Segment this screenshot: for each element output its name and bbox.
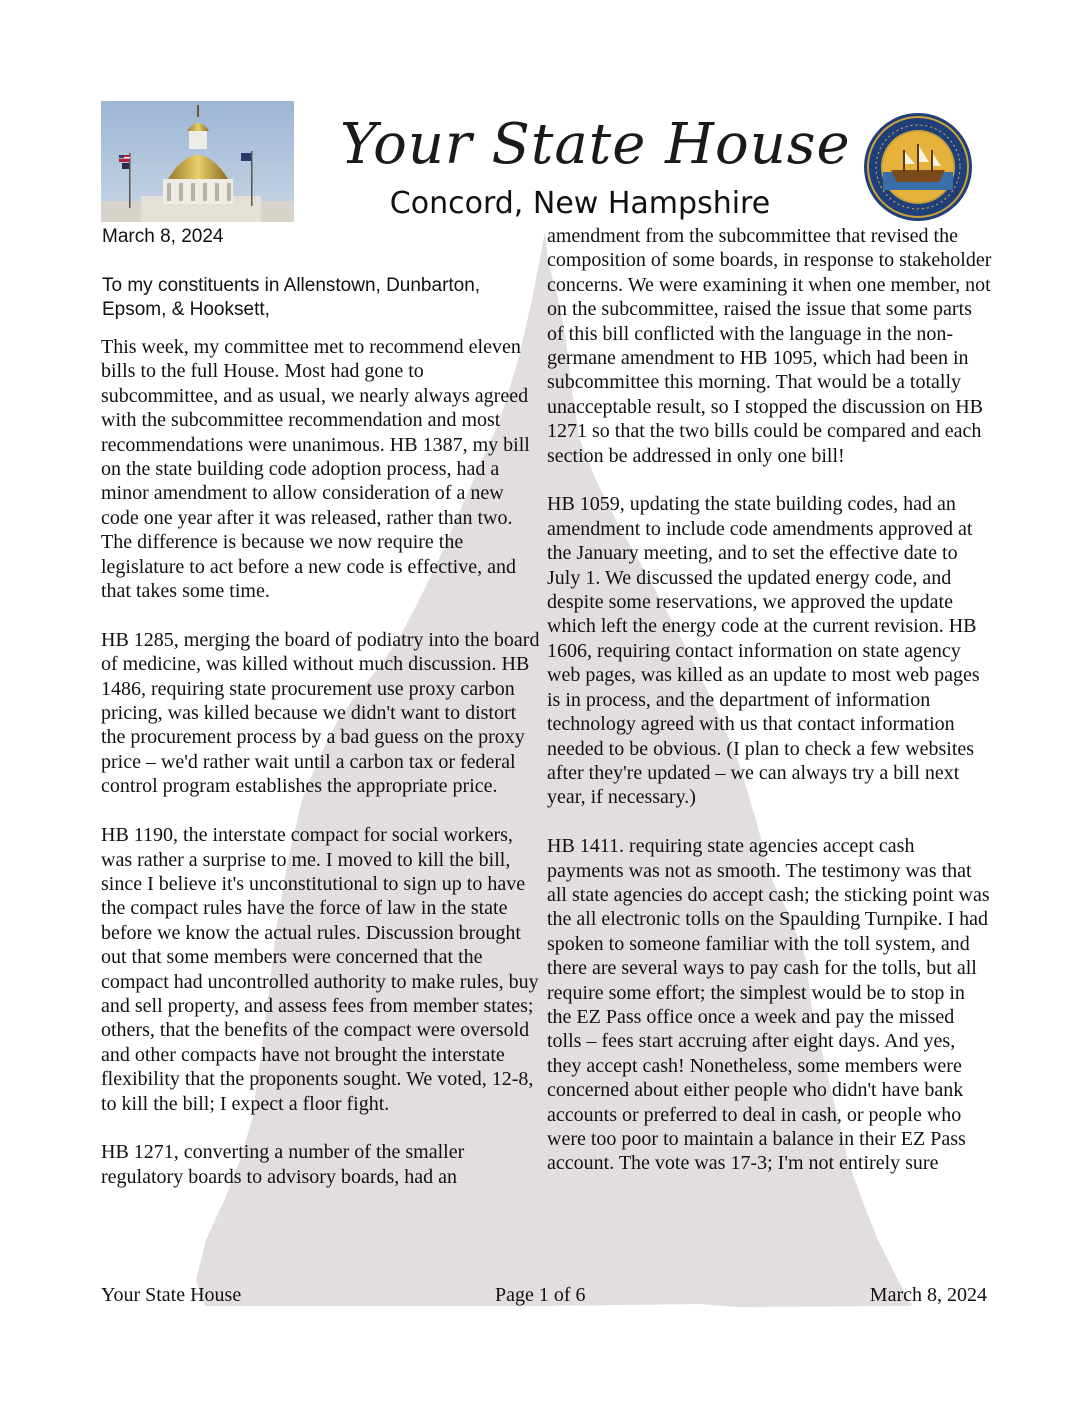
paragraph: HB 1190, the interstate compact for social workers, was rather a surprise to me. I moved to kill the bill, since I believe it's unconstitutional to sign up to have the compact rules have the force of law in the state before we know the actual rules. Discussion brought out that some members were concerned that the compact had uncontrolled authority to make rules, buy and sell property, and assess fees from member states; others, that the benefits of the compact were oversold and other compacts have not brought the interstate flexibility that the proponents sought. We voted, 12-8, to kill the bill; I expect a floor fight. bbox=[101, 824, 539, 1115]
paragraph: HB 1285, merging the board of podiatry into the board of medicine, was killed without much discussion. HB 1486, requiring state procurement use proxy carbon pricing, was killed because we didn't want to distort the procurement process by a bad guess on the proxy price – we'd rather wait until a carbon tax or federal control program establishes the appropriate price. bbox=[101, 628, 540, 798]
paragraph: amendment from the subcommittee that revised the composition of some boards, in response to stakeholder concerns. We were examining it when one member, not on the subcommittee, raised the issue that some parts of this bill conflicted with the language in the non-germane amendment to HB 1095, which had been in subcommittee this morning. That would be a totally unacceptable result, so I stopped the discussion on HB 1271 so that the two bills could be compared and each section be addressed in only one bill! bbox=[547, 225, 992, 467]
footer-publication: Your State House bbox=[101, 1284, 242, 1306]
left-column bbox=[101, 335, 544, 1245]
paragraph: HB 1271, converting a number of the smaller regulatory boards to advisory boards, had an bbox=[101, 1141, 465, 1188]
state-seal-emblem bbox=[863, 112, 973, 222]
paragraph: HB 1411. requiring state agencies accept cash payments was not as smooth. The testimony was that all state agencies do accept cash; the sticking point was the all electronic tolls on the Spaulding Turnpike. I had spoken to someone familiar with the toll system, and there are several ways to pay cash for the tolls, but all require some effort; the simplest would be to stop in the EZ Pass office once a week and pay the missed tolls – fees start accruing after eight days. And yes, they accept cash! Nonetheless, some members were concerned about either people who didn't have bank accounts or preferred to deal in cash, or people who were too poor to maintain a balance in their EZ Pass account. The vote was 17-3; I'm not entirely sure bbox=[547, 835, 990, 1175]
paragraph: HB 1059, updating the state building codes, had an amendment to include code amendments approved at the January meeting, and to set the effective date to July 1. We discussed the updated energy code, and despite some reservations, we approved the update which left the energy code at the current revision. HB 1606, requiring contact information on state agency web pages, was killed as an update to most web pages is in process, and the department of information technology agreed with us that contact information needed to be obvious. (I plan to check a few websites after they're updated – we can always try a bill next year, if necessary.) bbox=[547, 493, 980, 809]
right-column bbox=[547, 224, 992, 1254]
masthead-title: Your State House bbox=[340, 112, 851, 177]
masthead-subtitle: Concord, New Hampshire bbox=[389, 186, 771, 221]
footer-page-number: Page 1 of 6 bbox=[495, 1284, 586, 1306]
state-house-dome-photo bbox=[101, 101, 294, 222]
salutation: To my constituents in Allenstown, Dunbarton, Epsom, & Hooksett, bbox=[102, 275, 481, 320]
letter-date: March 8, 2024 bbox=[102, 226, 224, 247]
paragraph: This week, my committee met to recommend eleven bills to the full House. Most had gone to subcommittee, and as usual, we nearly always agreed with the subcommittee recommendation and most recommendations were unanimous. HB 1387, my bill on the state building code adoption process, had a minor amendment to allow consideration of a new code one year after it was released, rather than two. The difference is because we now require the legislature to act before a new code is effective, and that takes some time. bbox=[101, 336, 530, 603]
footer-date: March 8, 2024 bbox=[869, 1284, 987, 1306]
